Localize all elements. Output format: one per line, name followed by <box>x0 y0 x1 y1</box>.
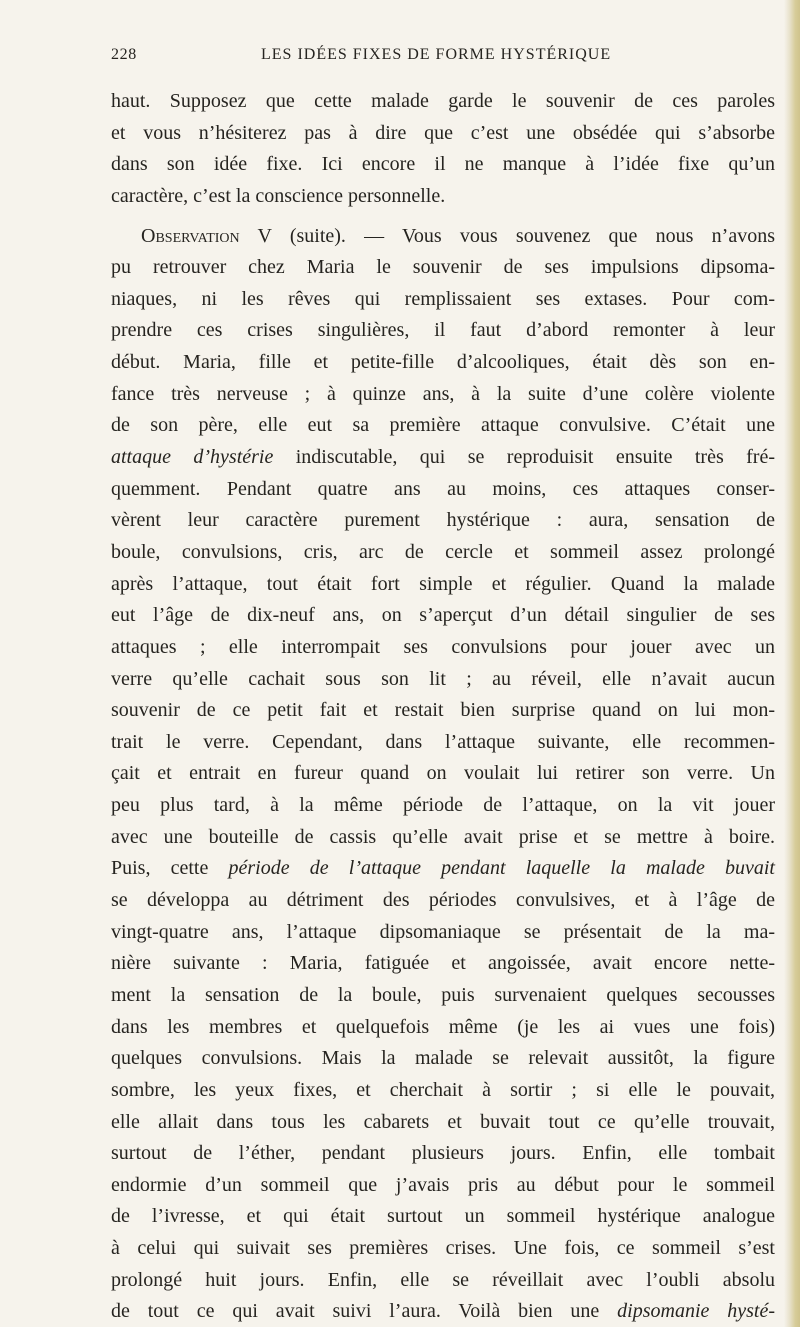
text-line: à celui qui suivait ses premières crises. Une fois, ce sommeil s’est <box>111 1237 775 1260</box>
text-line: surtout de l’éther, pendant plusieurs jours. Enfin, elle tombait <box>111 1142 775 1165</box>
text-line: après l’attaque, tout était fort simple et régulier. Quand la malade <box>111 572 775 595</box>
text-line: pu retrouver chez Maria le souvenir de ses impulsions dipsoma- <box>111 256 775 279</box>
page-number: 228 <box>111 46 137 63</box>
emphasis: attaque d’hystérie <box>111 446 274 469</box>
text-line: verre qu’elle cachait sous son lit ; au réveil, elle n’avait aucun <box>111 667 775 690</box>
text-line: caractère, c’est la conscience personnelle. <box>111 184 446 207</box>
text-line: se développa au détriment des périodes convulsives, et à l’âge de <box>111 889 775 912</box>
text-line: de l’ivresse, et qui était surtout un sommeil hystérique analogue <box>111 1205 775 1228</box>
text-line: ment la sensation de la boule, puis survenaient quelques secousses <box>111 983 775 1006</box>
text-line: début. Maria, fille et petite-fille d’alcooliques, était dès son en- <box>111 351 775 374</box>
emphasis: dipsomanie hysté- <box>617 1300 775 1323</box>
running-header <box>111 46 771 68</box>
text-line: et vous n’hésiterez pas à dire que c’est une obsédée qui s’absorbe <box>111 121 775 144</box>
text-line: vèrent leur caractère purement hystérique : aura, sensation de <box>111 509 775 532</box>
text-line: de tout ce qui avait suivi l’aura. Voilà bien une dipsomanie hysté- <box>111 1300 775 1323</box>
text-line: elle allait dans tous les cabarets et buvait tout ce qu’elle trouvait, <box>111 1110 775 1133</box>
text-line: nière suivante : Maria, fatiguée et angoissée, avait encore nette- <box>111 952 775 975</box>
text-line: haut. Supposez que cette malade garde le souvenir de ces paroles <box>111 90 775 112</box>
text-line: souvenir de ce petit fait et restait bien surprise quand on lui mon- <box>111 699 775 722</box>
emphasis: période de l’attaque pendant laquelle la malade buvait <box>228 857 775 880</box>
text-line: prolongé huit jours. Enfin, elle se réveillait avec l’oubli absolu <box>111 1268 775 1291</box>
text-line: Puis, cette période de l’attaque pendant laquelle la malade buvait <box>111 857 775 880</box>
text-line: de son père, elle eut sa première attaque convulsive. C’était une <box>111 414 775 437</box>
text-line: sombre, les yeux fixes, et cherchait à sortir ; si elle le pouvait, <box>111 1078 775 1101</box>
text-line: niaques, ni les rêves qui remplissaient ses extases. Pour com- <box>111 287 775 310</box>
small-caps: Observation <box>141 224 240 247</box>
text-line: Observation V (suite). — Vous vous souvenez que nous n’avons <box>141 224 775 247</box>
text-line: prendre ces crises singulières, il faut d’abord remonter à leur <box>111 319 775 342</box>
text-line: endormie d’un sommeil que j’avais pris au début pour le sommeil <box>111 1173 775 1196</box>
text-line: trait le verre. Cependant, dans l’attaque suivante, elle recommen- <box>111 730 775 753</box>
text-line: quemment. Pendant quatre ans au moins, ces attaques conser- <box>111 477 775 500</box>
text-line: vingt-quatre ans, l’attaque dipsomaniaque se présentait de la ma- <box>111 920 775 943</box>
text-line: boule, convulsions, cris, arc de cercle et sommeil assez prolongé <box>111 540 775 563</box>
page-edge-shadow <box>784 0 800 1327</box>
text-line: peu plus tard, à la même période de l’attaque, on la vit jouer <box>111 794 775 817</box>
body-text <box>111 86 775 1327</box>
text-line: eut l’âge de dix-neuf ans, on s’aperçut d’un détail singulier de ses <box>111 604 775 627</box>
text-line: çait et entrait en fureur quand on voulait lui retirer son verre. Un <box>111 762 775 785</box>
text-line: dans les membres et quelquefois même (je les ai vues une fois) <box>111 1015 775 1038</box>
running-title: LES IDÉES FIXES DE FORME HYSTÉRIQUE <box>261 46 612 63</box>
text-line: avec une bouteille de cassis qu’elle avait prise et se mettre à boire. <box>111 825 775 848</box>
text-line: attaques ; elle interrompait ses convulsions pour jouer avec un <box>111 635 775 658</box>
text-line: dans son idée fixe. Ici encore il ne manque à l’idée fixe qu’un <box>111 153 775 176</box>
text-line: fance très nerveuse ; à quinze ans, à la suite d’une colère violente <box>111 382 775 405</box>
text-line: attaque d’hystérie indiscutable, qui se reproduisit ensuite très fré- <box>111 446 775 469</box>
text-line: quelques convulsions. Mais la malade se relevait aussitôt, la figure <box>111 1047 775 1070</box>
